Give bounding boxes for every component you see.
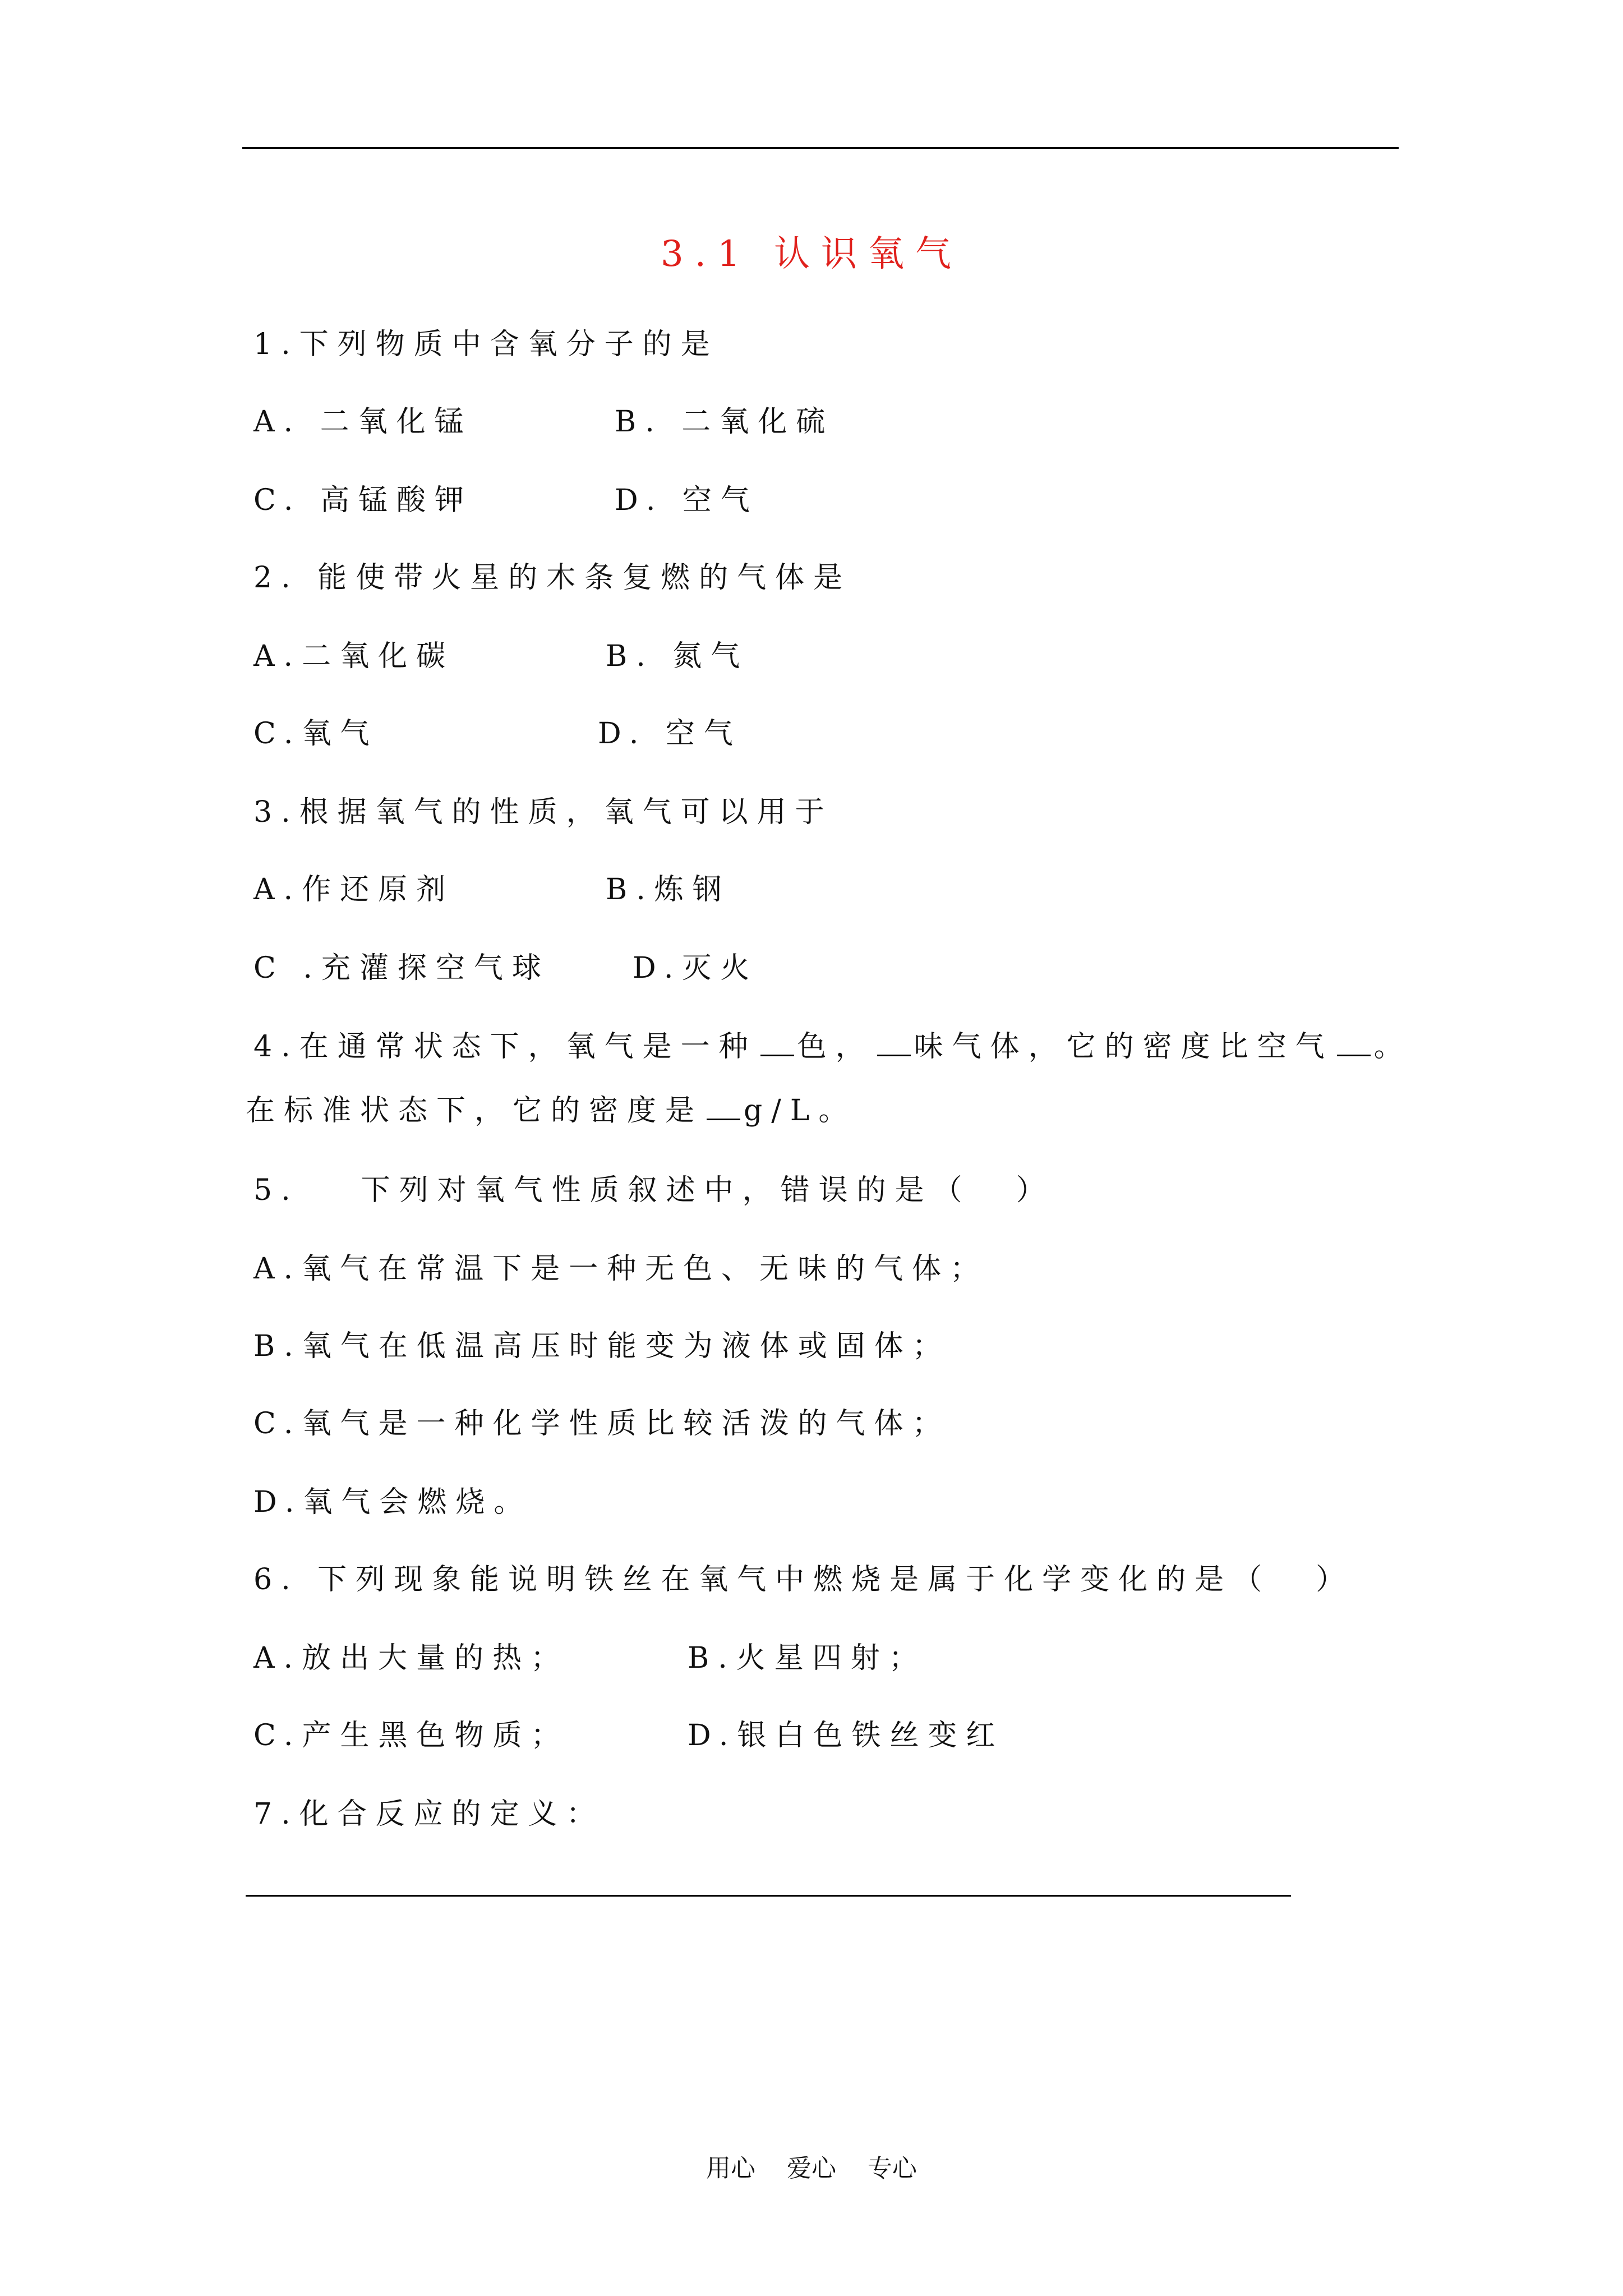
header-rule <box>242 147 1399 149</box>
question-2-option-b: B. 氮气 <box>606 639 749 673</box>
question-5-close-paren: ） <box>1016 1174 1054 1207</box>
question-4-line-1 <box>253 1027 1412 1067</box>
question-5-stem-line <box>253 1170 1054 1211</box>
question-1-option-d: D. 空气 <box>615 484 759 517</box>
question-3-stem: 3.根据氧气的性质，氧气可以用于 <box>253 795 833 829</box>
question-6-option-c: C.产生黑色物质； <box>253 1719 569 1752</box>
question-5-option-c: C.氧气是一种化学性质比较活泼的气体； <box>253 1407 951 1441</box>
question-6-option-d: D.银白色铁丝变红 <box>688 1719 1004 1752</box>
question-1-option-a: A. 二氧化锰 <box>253 405 473 439</box>
fill-blank-density-compare <box>1337 1027 1371 1056</box>
question-4-text-3: 味气体，它的密度比空气 <box>914 1030 1334 1064</box>
question-4-text-5: 在标准状态下，它的密度是 <box>246 1094 704 1128</box>
question-2-stem: 2. 能使带火星的木条复燃的气体是 <box>253 561 852 595</box>
question-5-option-d: D.氧气会燃烧。 <box>253 1485 532 1519</box>
question-3-option-c: C .充灌探空气球 <box>253 951 550 985</box>
question-1-option-b: B. 二氧化硫 <box>615 405 834 439</box>
fill-blank-odor <box>877 1027 911 1056</box>
question-1-option-c: C. 高锰酸钾 <box>253 484 473 517</box>
question-3-option-a: A.作还原剂 <box>253 873 455 907</box>
question-5-option-a: A.氧气在常温下是一种无色、无味的气体； <box>253 1252 989 1286</box>
question-5-option-b: B.氧气在低温高压时能变为液体或固体； <box>253 1329 951 1363</box>
question-6-close-paren: ） <box>1316 1563 1354 1596</box>
question-4-text-2: 色， <box>797 1030 874 1064</box>
question-3-option-d: D.灭火 <box>633 951 759 985</box>
question-6-option-b: B.火星四射； <box>688 1641 927 1675</box>
question-1-stem: 1.下列物质中含氧分子的是 <box>253 328 719 361</box>
fill-blank-density-value <box>707 1091 740 1120</box>
question-4-line-2 <box>246 1091 856 1131</box>
question-6-stem-line <box>253 1559 1354 1600</box>
question-2-option-a: A.二氧化碳 <box>253 639 455 673</box>
question-6-option-a: A.放出大量的热； <box>253 1641 569 1675</box>
question-7-stem: 7.化合反应的定义： <box>253 1797 605 1831</box>
question-4-text-1: 4.在通常状态下，氧气是一种 <box>253 1030 757 1064</box>
question-4-text-6: g/L。 <box>744 1094 857 1128</box>
fill-blank-color <box>760 1027 794 1056</box>
page-title: 3.1 认识氧气 <box>660 233 963 275</box>
page-footer: 用心 爱心 专心 <box>706 2154 917 2183</box>
question-6-stem: 6. 下列现象能说明铁丝在氧气中燃烧是属于化学变化的是（ <box>253 1563 1271 1596</box>
answer-line <box>246 1895 1291 1897</box>
question-5-stem: 下列对氧气性质叙述中，错误的是（ <box>361 1174 971 1207</box>
question-2-option-c: C.氧气 <box>253 717 379 751</box>
question-3-option-b: B.炼钢 <box>606 873 731 907</box>
question-5-number: 5. <box>253 1174 299 1207</box>
question-4-text-4: 。 <box>1373 1030 1412 1064</box>
question-2-option-d: D. 空气 <box>598 717 742 751</box>
